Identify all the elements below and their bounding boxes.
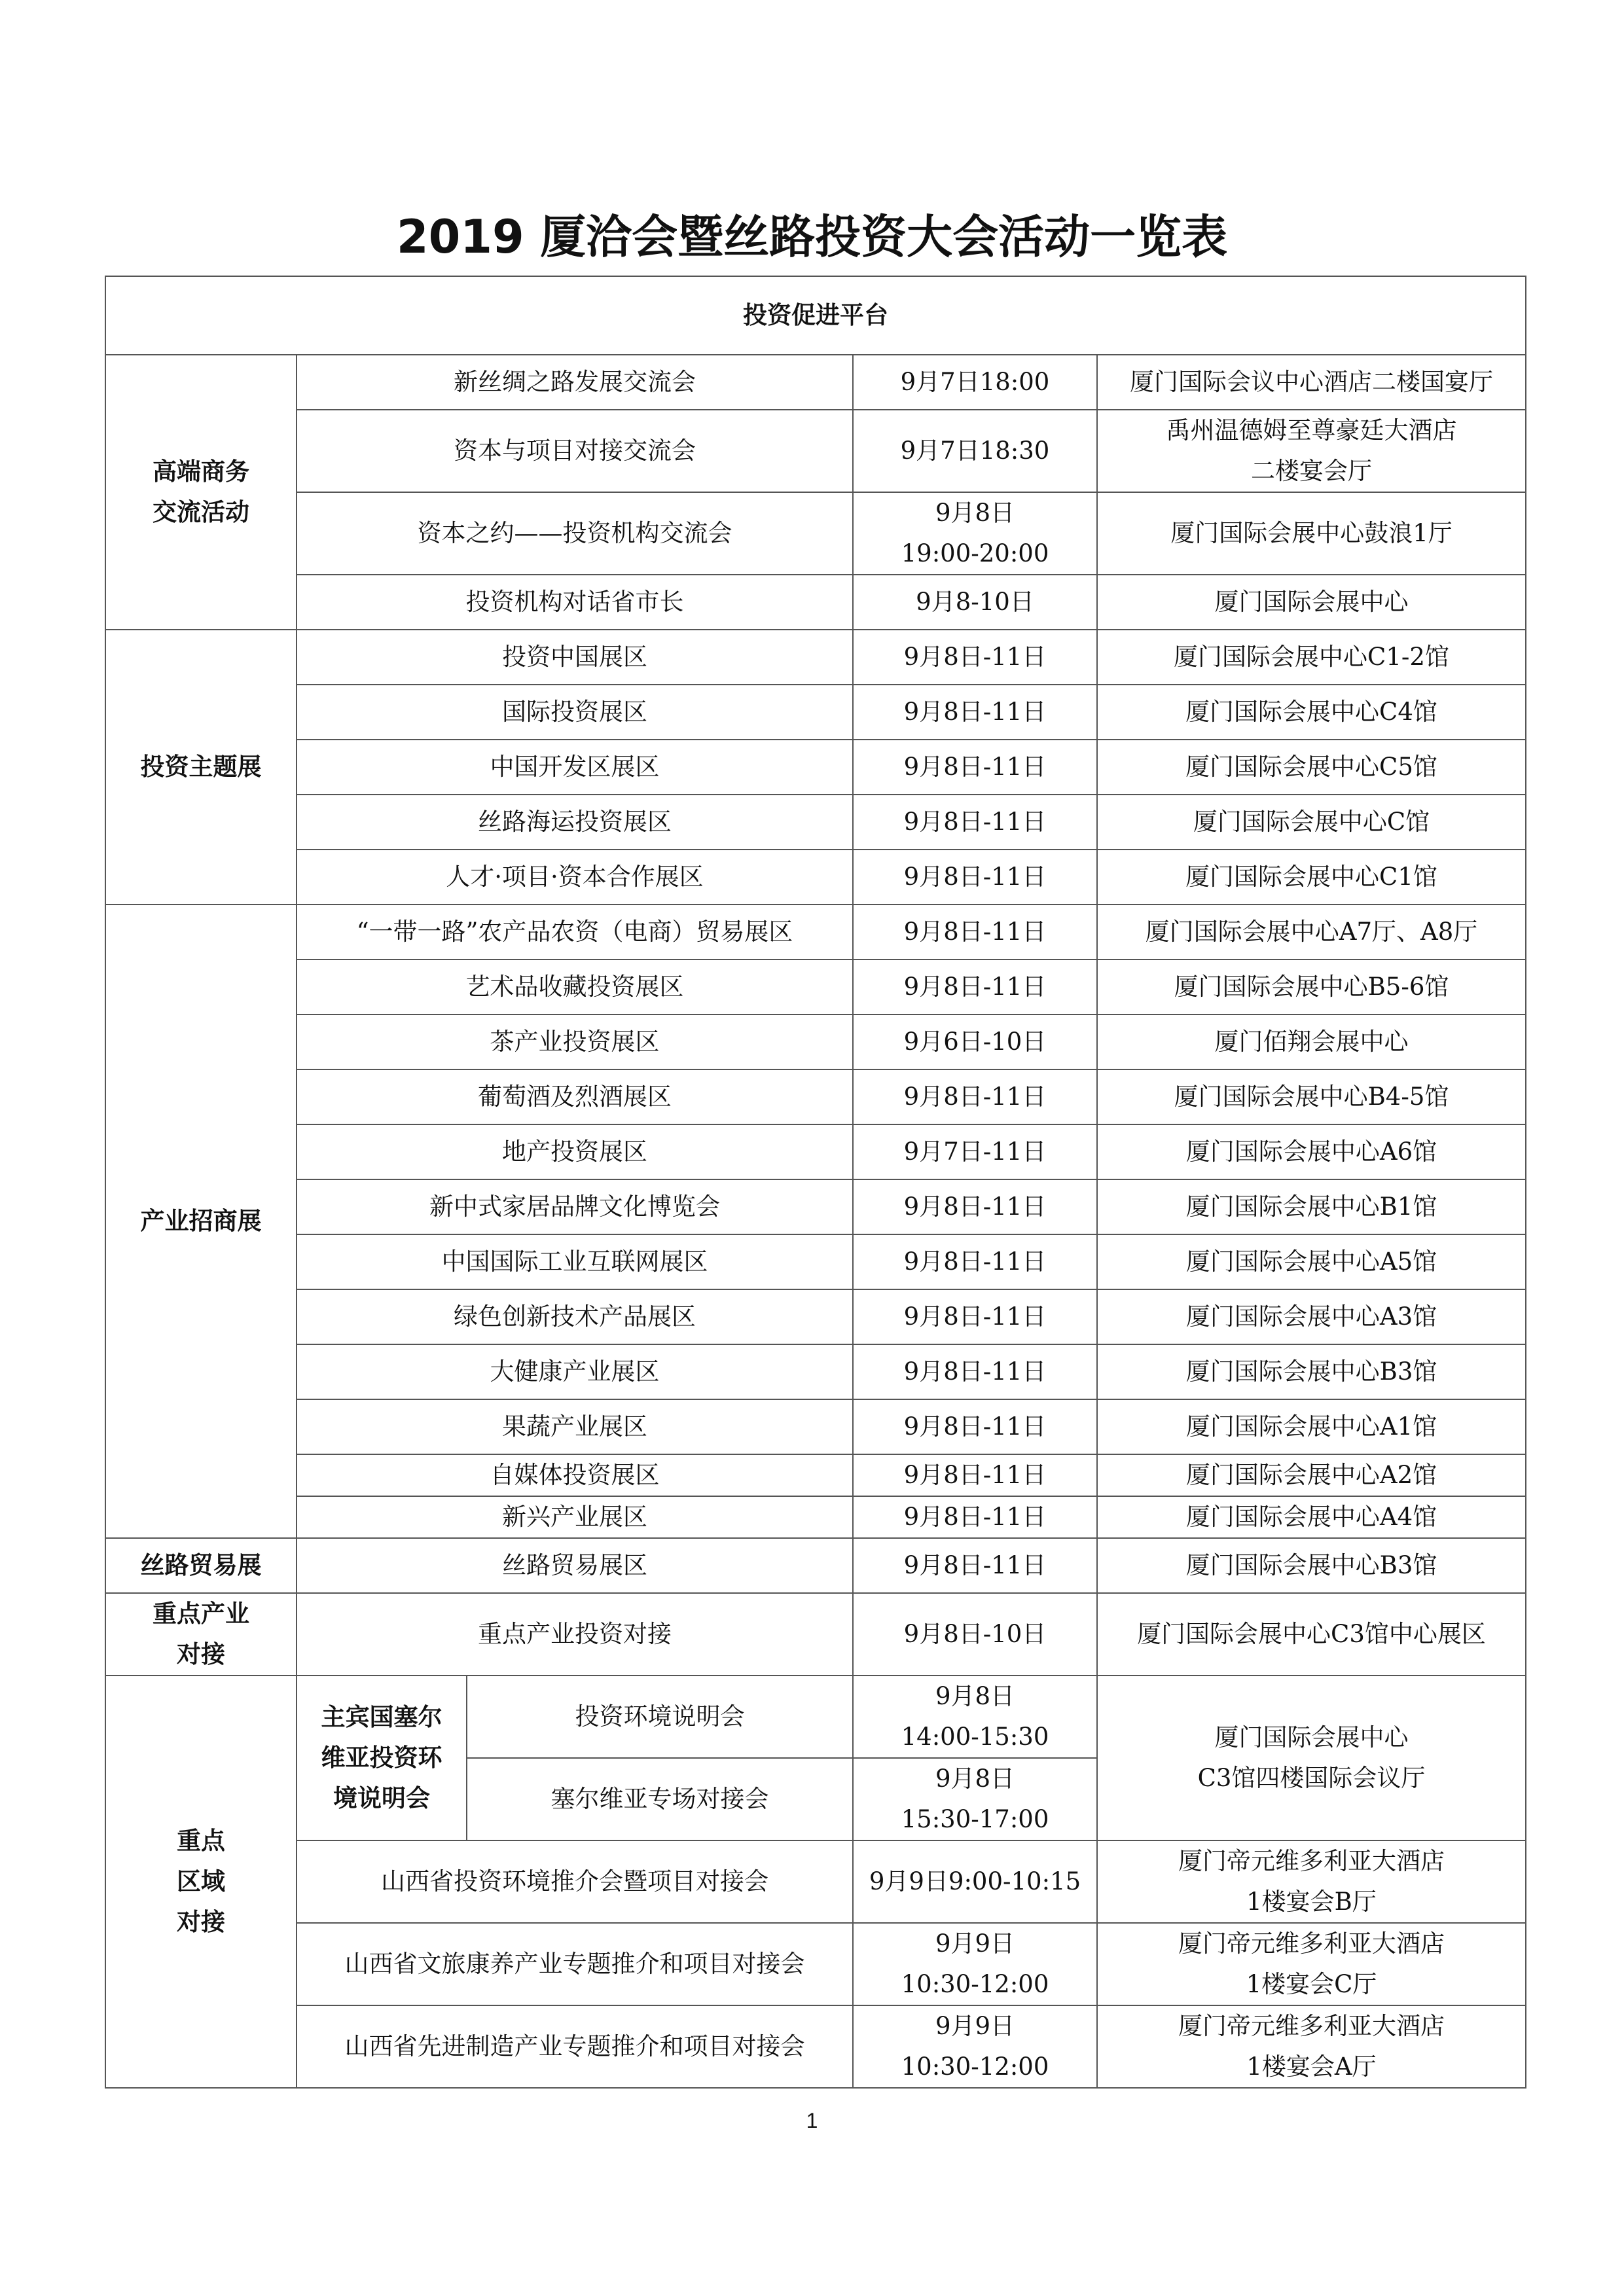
table-row [105, 850, 1526, 905]
activity-venue: 厦门国际会展中心C4馆 [1097, 685, 1526, 740]
activity-venue: 厦门国际会展中心B3馆 [1097, 1344, 1526, 1399]
activity-name: 人才·项目·资本合作展区 [297, 850, 853, 905]
activity-time: 9月8日-11日 [853, 740, 1097, 795]
activity-time: 9月8日-11日 [853, 795, 1097, 850]
activity-time: 9月8日 19:00-20:00 [853, 492, 1097, 575]
activity-venue: 厦门国际会展中心C3馆中心展区 [1097, 1593, 1526, 1676]
activity-venue: 厦门国际会展中心A5馆 [1097, 1234, 1526, 1289]
activity-time: 9月8日 14:00-15:30 [853, 1676, 1097, 1758]
activity-name: 新丝绸之路发展交流会 [297, 355, 853, 410]
table-row [105, 795, 1526, 850]
table-row [105, 1538, 1526, 1593]
category-cell: 重点产业 对接 [105, 1593, 297, 1676]
activity-venue: 厦门国际会展中心C5馆 [1097, 740, 1526, 795]
activity-name: 中国开发区展区 [297, 740, 853, 795]
table-row [105, 2005, 1526, 2088]
activity-venue: 厦门国际会展中心 [1097, 575, 1526, 630]
activity-name: 自媒体投资展区 [297, 1454, 853, 1496]
activity-venue: 厦门国际会展中心C1-2馆 [1097, 630, 1526, 685]
activity-venue: 厦门国际会展中心A4馆 [1097, 1496, 1526, 1538]
activity-time: 9月8日-11日 [853, 1399, 1097, 1454]
table-row [105, 492, 1526, 575]
activity-name: 新兴产业展区 [297, 1496, 853, 1538]
activity-name: 葡萄酒及烈酒展区 [297, 1069, 853, 1124]
activity-time: 9月8日-11日 [853, 850, 1097, 905]
activity-name: 山西省先进制造产业专题推介和项目对接会 [297, 2005, 853, 2088]
platform-heading: 投资促进平台 [105, 276, 1526, 355]
activity-time: 9月8日-11日 [853, 1538, 1097, 1593]
activity-name: 新中式家居品牌文化博览会 [297, 1179, 853, 1234]
activity-venue: 厦门国际会展中心B1馆 [1097, 1179, 1526, 1234]
activity-venue: 厦门国际会展中心A1馆 [1097, 1399, 1526, 1454]
activity-venue: 厦门国际会展中心B4-5馆 [1097, 1069, 1526, 1124]
activity-time: 9月7日-11日 [853, 1124, 1097, 1179]
activity-table [105, 276, 1526, 2089]
category-cell: 高端商务 交流活动 [105, 355, 297, 630]
platform-row [105, 276, 1526, 355]
activity-name: 绿色创新技术产品展区 [297, 1289, 853, 1344]
activity-time: 9月8日-11日 [853, 1069, 1097, 1124]
table-row [105, 740, 1526, 795]
table-row [105, 1179, 1526, 1234]
activity-venue: 厦门帝元维多利亚大酒店 1楼宴会A厅 [1097, 2005, 1526, 2088]
table-row [105, 1496, 1526, 1538]
activity-time: 9月8-10日 [853, 575, 1097, 630]
table-row [105, 1454, 1526, 1496]
table-row [105, 1344, 1526, 1399]
page-number: 1 [806, 2109, 818, 2132]
table-row [105, 1923, 1526, 2005]
activity-name: 大健康产业展区 [297, 1344, 853, 1399]
activity-time: 9月8日-10日 [853, 1593, 1097, 1676]
activity-venue: 厦门佰翔会展中心 [1097, 1014, 1526, 1069]
table-row [105, 1840, 1526, 1923]
activity-time: 9月7日18:30 [853, 410, 1097, 492]
activity-time: 9月8日-11日 [853, 1289, 1097, 1344]
table-row [105, 1676, 1526, 1758]
activity-time: 9月8日-11日 [853, 630, 1097, 685]
table-row [105, 960, 1526, 1014]
activity-name: 丝路海运投资展区 [297, 795, 853, 850]
activity-time: 9月9日9:00-10:15 [853, 1840, 1097, 1923]
activity-venue: 厦门国际会展中心C1馆 [1097, 850, 1526, 905]
activity-venue: 厦门国际会展中心B3馆 [1097, 1538, 1526, 1593]
table-row [105, 355, 1526, 410]
activity-venue: 厦门国际会展中心A2馆 [1097, 1454, 1526, 1496]
activity-name: 山西省文旅康养产业专题推介和项目对接会 [297, 1923, 853, 2005]
activity-time: 9月8日-11日 [853, 905, 1097, 960]
activity-name: 投资机构对话省市长 [297, 575, 853, 630]
table-row [105, 1289, 1526, 1344]
activity-venue: 厦门帝元维多利亚大酒店 1楼宴会B厅 [1097, 1840, 1526, 1923]
activity-name: 资本与项目对接交流会 [297, 410, 853, 492]
activity-name: 资本之约——投资机构交流会 [297, 492, 853, 575]
activity-time: 9月8日-11日 [853, 960, 1097, 1014]
activity-time: 9月8日-11日 [853, 685, 1097, 740]
table-row [105, 575, 1526, 630]
activity-name: 丝路贸易展区 [297, 1538, 853, 1593]
table-row [105, 410, 1526, 492]
activity-venue: 厦门国际会展中心鼓浪1厅 [1097, 492, 1526, 575]
table-row [105, 1399, 1526, 1454]
table-row [105, 1014, 1526, 1069]
activity-name: 艺术品收藏投资展区 [297, 960, 853, 1014]
activity-name: 地产投资展区 [297, 1124, 853, 1179]
table-row [105, 905, 1526, 960]
table-row [105, 1069, 1526, 1124]
activity-name: 中国国际工业互联网展区 [297, 1234, 853, 1289]
activity-time: 9月8日-11日 [853, 1344, 1097, 1399]
activity-name: 果蔬产业展区 [297, 1399, 853, 1454]
activity-time: 9月6日-10日 [853, 1014, 1097, 1069]
page-title: 2019 厦洽会暨丝路投资大会活动一览表 [396, 210, 1228, 264]
subcategory-cell: 主宾国塞尔 维亚投资环 境说明会 [297, 1676, 467, 1840]
category-cell: 产业招商展 [105, 905, 297, 1538]
category-cell: 投资主题展 [105, 630, 297, 905]
activity-name: 投资环境说明会 [467, 1676, 853, 1758]
activity-venue: 厦门国际会议中心酒店二楼国宴厅 [1097, 355, 1526, 410]
activity-venue: 厦门帝元维多利亚大酒店 1楼宴会C厅 [1097, 1923, 1526, 2005]
activity-venue: 厦门国际会展中心 C3馆四楼国际会议厅 [1097, 1676, 1526, 1840]
activity-venue: 厦门国际会展中心B5-6馆 [1097, 960, 1526, 1014]
activity-time: 9月9日 10:30-12:00 [853, 1923, 1097, 2005]
activity-time: 9月8日-11日 [853, 1179, 1097, 1234]
activity-time: 9月8日 15:30-17:00 [853, 1758, 1097, 1840]
activity-time: 9月9日 10:30-12:00 [853, 2005, 1097, 2088]
activity-name: 国际投资展区 [297, 685, 853, 740]
activity-venue: 厦门国际会展中心A3馆 [1097, 1289, 1526, 1344]
activity-venue: 厦门国际会展中心A6馆 [1097, 1124, 1526, 1179]
activity-name: 茶产业投资展区 [297, 1014, 853, 1069]
table-row [105, 1234, 1526, 1289]
category-cell: 重点 区域 对接 [105, 1676, 297, 2088]
activity-name: 山西省投资环境推介会暨项目对接会 [297, 1840, 853, 1923]
activity-time: 9月7日18:00 [853, 355, 1097, 410]
activity-venue: 禹州温德姆至尊豪廷大酒店 二楼宴会厅 [1097, 410, 1526, 492]
table-row [105, 1124, 1526, 1179]
activity-name: “一带一路”农产品农资（电商）贸易展区 [297, 905, 853, 960]
activity-time: 9月8日-11日 [853, 1496, 1097, 1538]
activity-name: 重点产业投资对接 [297, 1593, 853, 1676]
activity-name: 投资中国展区 [297, 630, 853, 685]
category-cell: 丝路贸易展 [105, 1538, 297, 1593]
activity-name: 塞尔维亚专场对接会 [467, 1758, 853, 1840]
activity-venue: 厦门国际会展中心A7厅、A8厅 [1097, 905, 1526, 960]
table-row [105, 1593, 1526, 1676]
activity-venue: 厦门国际会展中心C馆 [1097, 795, 1526, 850]
activity-time: 9月8日-11日 [853, 1234, 1097, 1289]
table-row [105, 630, 1526, 685]
activity-time: 9月8日-11日 [853, 1454, 1097, 1496]
table-row [105, 685, 1526, 740]
